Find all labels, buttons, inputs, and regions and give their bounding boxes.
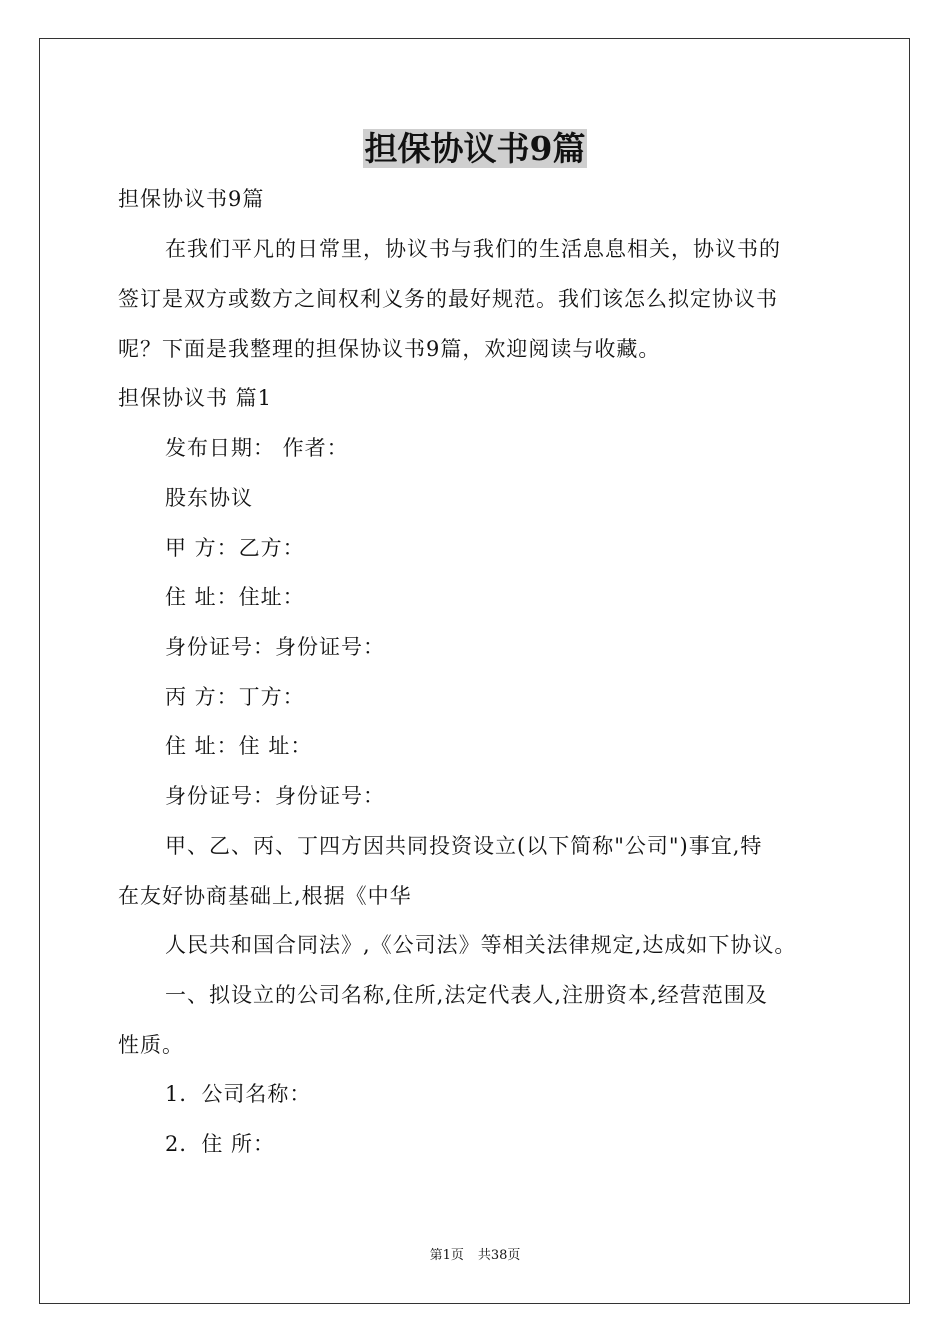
paragraph-line: 1．公司名称：: [165, 1082, 312, 1106]
section-heading: 担保协议书 篇1: [118, 386, 273, 410]
paragraph-line: 甲、乙、丙、丁四方因共同投资设立(以下简称"公司")事宜,特: [165, 834, 763, 858]
subtitle-line: 担保协议书9篇: [118, 187, 265, 211]
page-total: 共38页: [477, 1248, 521, 1263]
paragraph-line: 身份证号：身份证号：: [165, 635, 385, 659]
paragraph-line: 人民共和国合同法》,《公司法》等相关法律规定,达成如下协议。: [165, 933, 797, 957]
paragraph-line: 股东协议: [165, 486, 253, 510]
paragraph-line: 呢？下面是我整理的担保协议书9篇，欢迎阅读与收藏。: [118, 337, 661, 361]
paragraph-line: 在友好协商基础上,根据《中华: [118, 884, 412, 908]
paragraph-line: 住 址：住 址：: [165, 734, 313, 758]
paragraph-line: 签订是双方或数方之间权利义务的最好规范。我们该怎么拟定协议书: [118, 287, 778, 311]
page-current: 第1页: [429, 1248, 464, 1263]
paragraph-line: 发布日期： 作者：: [165, 436, 349, 460]
page-border: [39, 38, 910, 1304]
paragraph-line: 甲 方：乙方：: [165, 536, 305, 560]
paragraph-line: 住 址：住址：: [165, 585, 305, 609]
paragraph-line: 在我们平凡的日常里，协议书与我们的生活息息相关，协议书的: [165, 237, 781, 261]
paragraph-line: 丙 方：丁方：: [165, 685, 305, 709]
paragraph-line: 身份证号：身份证号：: [165, 784, 385, 808]
document-title: [0, 124, 950, 174]
paragraph-line: 性质。: [118, 1033, 184, 1057]
page-footer: [0, 1246, 950, 1266]
paragraph-line: 一、拟设立的公司名称,住所,法定代表人,注册资本,经营范围及: [165, 983, 768, 1007]
document-title-text: 担保协议书9篇: [364, 129, 586, 168]
paragraph-line: 2．住 所：: [165, 1132, 276, 1156]
